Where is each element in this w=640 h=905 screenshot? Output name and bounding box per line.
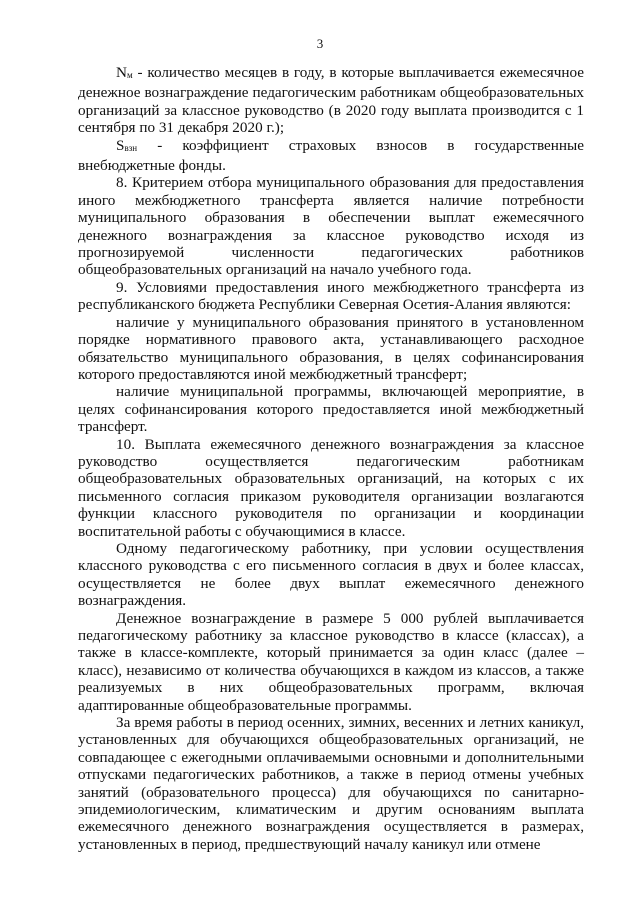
definition-svzn bbox=[78, 137, 584, 175]
condition-1: наличие у муниципального образования принятого в установленном порядке нормативного правового акта, устанавливающего расходное обязательство муниципального образования, в целях софинансирования которого предоставляются иной межбюджетный трансферт; bbox=[78, 313, 584, 383]
symbol-main: S bbox=[116, 136, 125, 154]
symbol-subscript: м bbox=[126, 70, 133, 80]
definition-text: - коэффициент страховых взносов в государственные внебюджетные фонды. bbox=[78, 136, 584, 175]
page-number: 3 bbox=[316, 36, 324, 51]
paragraph-8: 8. Критерием отбора муниципального образования для предоставления иного межбюджетного трансферта является наличие потребности муниципального образования в обеспечении выплат ежемесячного денежного вознаграждения за классное руководство исходя из прогнозируемой численности педагогических работников общеобразовательных организаций на начало учебного года. bbox=[78, 174, 584, 279]
symbol-main: N bbox=[116, 64, 127, 81]
paragraph-two-classes: Одному педагогическому работнику, при условии осуществления классного руководства с его письменного согласия в двух и более классах, осуществляется не более двух выплат ежемесячного денежного вознаграждения. bbox=[78, 539, 584, 610]
definition-text: - количество месяцев в году, в которые выплачивается ежемесячное денежное вознаграждение педагогическим работникам общеобразовательных организаций за классное руководство (в 2020 году выплата производится с 1 сентября по 31 декабря 2020 г.); bbox=[78, 64, 584, 137]
definition-nm bbox=[78, 64, 584, 137]
symbol-subscript: взн bbox=[124, 142, 138, 153]
paragraph-holidays: За время работы в период осенних, зимних, весенних и летних каникул, установленных для обучающихся общеобразовательных организаций, не совпадающее с ежегодными оплачиваемыми основными и дополнительными отпусками педагогических работников, а также в период отмены учебных занятий (образовательного процесса) для обучающихся по санитарно-эпидемиологическим, климатическим и другим основаниям выплата ежемесячного денежного вознаграждения осуществляется в размерах, установленных в период, предшествующий началу каникул или отмене bbox=[78, 714, 584, 853]
paragraph-10: 10. Выплата ежемесячного денежного вознаграждения за классное руководство осуществляется педагогическим работникам общеобразовательных образовательных организаций, на которых с их письменного согласия приказом руководителя организации возлагаются функции классного руководителя по организации и координации воспитательной работы с обучающимися в классе. bbox=[78, 435, 584, 540]
paragraph-9: 9. Условиями предоставления иного межбюджетного трансферта из республиканского бюджета Республики Северная Осетия-Алания являются: bbox=[78, 278, 584, 314]
paragraph-amount: Денежное вознаграждение в размере 5 000 рублей выплачивается педагогическому работнику за классное руководство в классе (классах), а также в классе-комплекте, который принимается за один класс (далее – класс), независимо от количества обучающихся в каждом из классов, а также реализуемых в них общеобразовательных программ, включая адаптированные общеобразовательные программы. bbox=[78, 609, 584, 714]
document-body bbox=[78, 64, 584, 853]
condition-2: наличие муниципальной программы, включающей мероприятие, в целях софинансирования которого предоставляется иной межбюджетный трансферт. bbox=[78, 383, 584, 436]
